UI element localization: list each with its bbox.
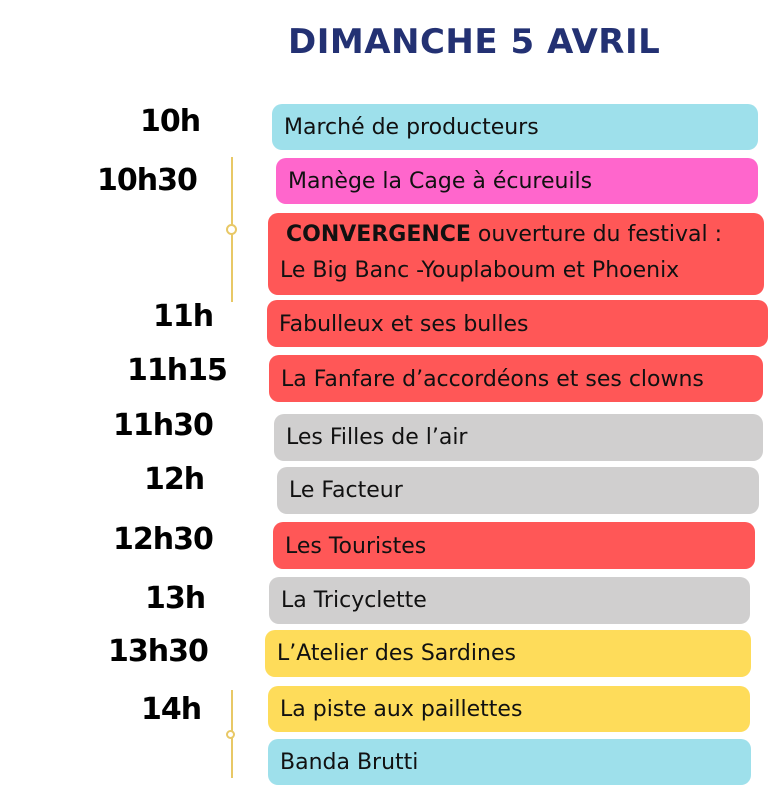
- event-item: [269, 577, 750, 624]
- event-item: [268, 686, 750, 732]
- event-label: Banda Brutti: [280, 750, 419, 775]
- time-label: 12h30: [113, 522, 213, 557]
- event-item: [273, 522, 755, 569]
- event-label: Les Filles de l’air: [286, 425, 468, 450]
- event-label: La piste aux paillettes: [280, 697, 523, 722]
- time-label: 10h: [140, 104, 201, 139]
- time-label: 11h15: [127, 353, 227, 388]
- event-item: [274, 414, 763, 461]
- event-item: [267, 300, 768, 347]
- event-label: Fabulleux et ses bulles: [279, 312, 529, 337]
- connector-dot: [226, 730, 235, 739]
- event-label: Les Touristes: [285, 534, 427, 559]
- event-label: Marché de producteurs: [284, 115, 539, 140]
- event-item: [277, 467, 759, 514]
- connector-dot: [226, 224, 237, 235]
- event-label: Le Big Banc -Youplaboum et Phoenix: [280, 258, 680, 283]
- time-label: 10h30: [97, 163, 197, 198]
- event-item: [268, 739, 751, 785]
- time-label: 12h: [144, 462, 205, 497]
- event-label: Manège la Cage à écureuils: [288, 169, 593, 194]
- time-label: 11h: [153, 299, 214, 334]
- event-label: La Fanfare d’accordéons et ses clowns: [281, 367, 704, 392]
- time-label: 13h30: [108, 634, 208, 669]
- event-label: La Tricyclette: [281, 588, 427, 613]
- event-label-strong: CONVERGENCE: [286, 222, 471, 247]
- event-item: [268, 213, 764, 295]
- time-label: 14h: [141, 692, 202, 727]
- page-title: DIMANCHE 5 AVRIL: [288, 22, 661, 62]
- event-label: ouverture du festival :: [470, 222, 722, 247]
- event-item: [265, 630, 751, 677]
- time-label: 13h: [145, 581, 206, 616]
- event-item: [276, 158, 758, 204]
- event-label: Le Facteur: [289, 478, 403, 503]
- event-item: [272, 104, 758, 150]
- time-label: 11h30: [113, 408, 213, 443]
- event-item: [269, 355, 763, 402]
- event-label: L’Atelier des Sardines: [277, 641, 516, 666]
